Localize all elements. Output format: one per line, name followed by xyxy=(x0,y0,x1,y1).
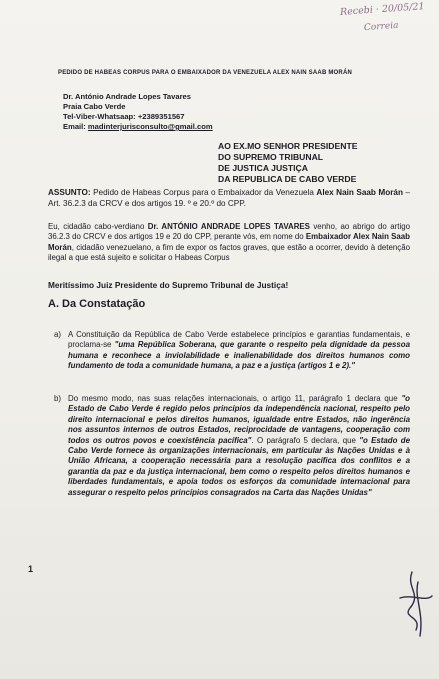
subject-text: Pedido de Habeas Corpus para o Embaixador da Venezuela xyxy=(90,188,317,197)
paragraph-b-marker: b) xyxy=(54,394,62,403)
page-number: 1 xyxy=(28,564,34,574)
sender-email-link[interactable]: madinterjurisconsulto@gmail.com xyxy=(87,122,213,131)
paragraph-a xyxy=(68,330,410,372)
subject-articles: – Art. 36.2.3 da CRCV e dos artigos 19. º e 20.º do CPP. xyxy=(48,188,410,208)
section-heading: A. Da Constatação xyxy=(48,298,146,310)
sender-phone: Tel-Viber-Whatsaap: +2389351567 xyxy=(63,112,185,121)
paragraph-a-quote: "uma República Soberana, que garante o respeito pela dignidade da pessoa humana e reconhece a inviolabilidade e inalienabilidade dos direitos humanos como fundamento de toda a comunidade humana, a paz e a justiça (artigos 1 e 2)." xyxy=(68,340,410,371)
handwritten-initials xyxy=(364,21,399,33)
handwritten-received-note xyxy=(340,1,425,18)
subject-paragraph xyxy=(48,188,410,209)
document-header-title: PEDIDO DE HABEAS CORPUS PARA O EMBAIXADOR DA VENEZUELA ALEX NAIN SAAB MORÁN xyxy=(58,70,353,76)
paragraph-a-marker: a) xyxy=(54,330,62,339)
paragraph-b-text: Do mesmo modo, nas suas relações internacionais, o artigo 11, parágrafo 1 declara que xyxy=(68,394,402,403)
sender-name: Dr. António Andrade Lopes Tavares xyxy=(63,92,191,101)
paragraph-b xyxy=(68,394,410,498)
sender-email-label: Email: xyxy=(63,122,86,131)
intro-text: Eu, cidadão cabo-verdiano xyxy=(48,222,148,231)
addressee-line: DA REPUBLICA DE CABO VERDE xyxy=(218,174,357,184)
paragraph-a-text: A Constituição da República de Cabo Verde estabelece princípios e garantias fundamentais, e proclama-se xyxy=(68,330,410,350)
intro-author-name: Dr. ANTÓNIO ANDRADE LOPES TAVARES xyxy=(147,222,310,231)
salutation: Meritíssimo Juiz Presidente do Supremo Tribunal de Justiça! xyxy=(48,280,289,290)
addressee-line: DO SUPREMO TRIBUNAL xyxy=(218,152,324,162)
subject-name: Alex Nain Saab Morán xyxy=(316,188,403,197)
paragraph-b-quote-1: "o Estado de Cabo Verde é regido pelos princípios da independência nacional, respeito pelo direito internacional e pelos direitos humanos, igualdade entre Estados, não ingerência nos assuntos internos de outros Estados, reciprocidade de vantagens, cooperação com todos os outros povos e coexistência pacífica" xyxy=(68,394,410,445)
intro-ambassador-name: Embaixador Alex Nain Saab Morán xyxy=(48,232,410,252)
addressee-block xyxy=(218,141,357,185)
addressee-line: AO EX.MO SENHOR PRESIDENTE xyxy=(218,141,358,151)
addressee-line: DE JUSTICA JUSTIÇA xyxy=(218,163,308,173)
paragraph-b-text: . O parágrafo 5 declara, que xyxy=(251,435,360,445)
paragraph-b-quote-2: "o Estado de Cabo Verde fornece às organizações internacionais, em particular às Nações Unidas e à União Africana, a cooperação necessária para a resolução pacífica dos conflitos e a garantia da paz e da justiça internacional, bem como o respeito pelos direitos humanos e liberdades fundamentais, e apoia todos os esforços da comunidade internacional para assegurar o respeito pelos princípios consagrados na Carta das Nações Unidas" xyxy=(68,435,410,497)
intro-text: , cidadão venezuelano, a fim de expor os factos graves, que estão a ocorrer, devido à detenção ilegal a que está sujeito e solicitar o Habeas Corpus xyxy=(48,242,410,263)
subject-label: ASSUNTO: xyxy=(48,188,91,197)
sender-block xyxy=(63,92,213,132)
intro-paragraph xyxy=(48,222,410,264)
intro-text: venho, ao abrigo do artigo 36.2.3 do CRCV e dos artigos 19 e 20 do CPP, perante vós, em nome do xyxy=(48,222,410,242)
received-note-name: Correia xyxy=(363,20,399,34)
received-note-date: Recebi · 20/05/21 xyxy=(339,1,425,18)
sender-email-line xyxy=(63,122,213,132)
sender-place: Praia Cabo Verde xyxy=(63,102,126,111)
signature-scribble xyxy=(392,568,436,640)
